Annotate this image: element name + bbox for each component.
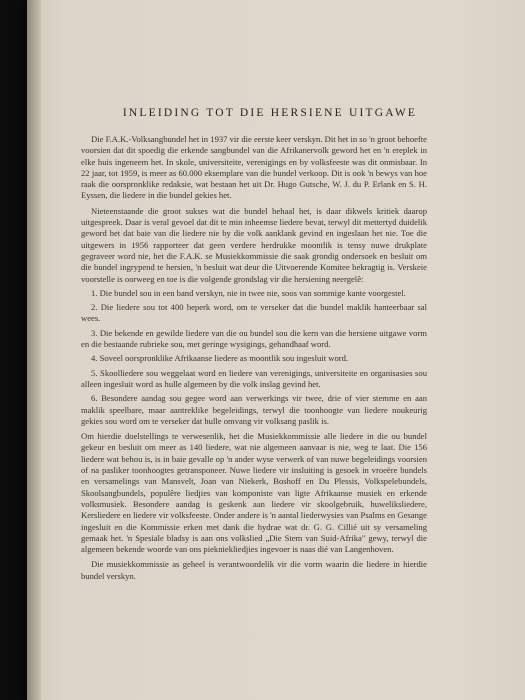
paragraph-revision: Om hierdie doelstellings te verwesenlik, het die Musiekkommissie alle liedere in die ou bundel gekeur en besluit om meer as 140 liedere, wat nie algemeen aanvaar is nie, weg te laat. Die 156 liedere wat behou is, is in baie gevalle op 'n ander wyse verwerk of van nuwe begeleidings voorsien of na pasliker toonhoogtes getransponeer. Nuwe liedere vir insluiting is gesoek in vroeëre bundels en versamelings van Mansvelt, Joan van Niekerk, Boshoff en Du Plessis, Volkspelebundels, Skoolsangbundels, populêre liedjies van komponiste van ligte Afrikaanse musiek en erkende volksmusiek. Besondere aandag is geskenk aan liedere vir skoolgebruik, huweliksliedere, Kersliedere en liedere vir volksfeeste. Onder andere is 'n aantal liederwysies van Psalms en Gesange ingesluit en die Kommissie erken met dank die hydrae wat dr. G. G. Cillié uit sy versameling gemaak het. 'n Spesiale bladsy is aan ons volkslied „Die Stem van Suid-Afrika" gewy, terwyl die algemeen bekende woorde van ons piekniekliedjies ingevoer is naas dié van Langenhoven. <box>81 431 427 555</box>
list-item: 6. Besondere aandag sou gegee word aan verwerkings vir twee, drie of vier stemme en aan maklik speelbare, maar aantreklike begeleidings, terwyl die toonhoogte van liedere noukeurig gekies sou word om te verseker dat hulle omvang vir volksang paslik is. <box>81 393 427 426</box>
list-item: 2. Die liedere sou tot 400 beperk word, om te verseker dat die bundel maklik hanteerbaar sal wees. <box>81 302 427 324</box>
page-body <box>81 134 427 582</box>
paragraph-criticism: Nieteenstaande die groot sukses wat die bundel behaal het, is daar dikwels kritiek daarop uitgespreek. Daar is veral gevoel dat dit te min inheemse liedere bevat, terwyl dit mettertyd duidelik geword het dat baie van die liedere nie by die volk aanklank gevind en ingeslaan het nie. Toe die uitgewers in 1956 rapporteer dat geen verdere herdrukke moontlik is tensy nuwe drukplate gegraveer word nie, het die F.A.K. se Musiekkommissie die saak grondig ondersoek en besluit om die bundel ingrypend te hersien, 'n besluit wat deur die Uitvoerende Komitee bekragtig is. Verskeie voorstelle is oorweeg en toe is die volgende grondslag vir die hersiening neergelê: <box>81 205 427 284</box>
paragraph-closing: Die musiekkommissie as geheel is verantwoordelik vir die vorm waarin die liedere in hierdie bundel verskyn. <box>81 559 427 581</box>
list-item: 1. Die bundel sou in een band verskyn, nie in twee nie, soos van sommige kante voorgestel. <box>91 287 406 298</box>
page-title: INLEIDING TOT DIE HERSIENE UITGAWE <box>122 107 418 119</box>
list-item: 3. Die bekende en gewilde liedere van die ou bundel sou die kern van die hersiene uitgawe vorm en die bestaande rubrieke sou, met geringe wysigings, gehandhaaf word. <box>81 327 427 350</box>
list-item: 5. Skoolliedere sou weggelaat word en liedere van verenigings, universiteite en organisasies sou alleen ingesluit word as hulle algemeen by die volk inslag gevind het. <box>81 367 427 389</box>
page-gutter <box>27 0 41 700</box>
paragraph-intro: Die F.A.K.-Volksangbundel het in 1937 vir die eerste keer verskyn. Dit het in so 'n groot behoefte voorsien dat dit spoedig die erkende sangbundel van die Afrikanervolk geword het en 'n ereplek in elke huis ingeneem het. In skole, universiteite, verenigings en by volksfeeste was dit onmisbaar. In 22 jaar, tot 1959, is meer as 60.000 eksemplare van die bundel verkoop. Dit is ook 'n bewys van hoe raak die oorspronklike redaksie, wat bestaan het uit Dr. Hugo Gutsche, W. J. du P. Erlank en S. H. Eyssen, die liedere in die bundel gekies het. <box>81 134 427 201</box>
list-item: 4. Soveel oorspronklike Afrikaanse liedere as moontlik sou ingesluit word. <box>91 353 349 364</box>
